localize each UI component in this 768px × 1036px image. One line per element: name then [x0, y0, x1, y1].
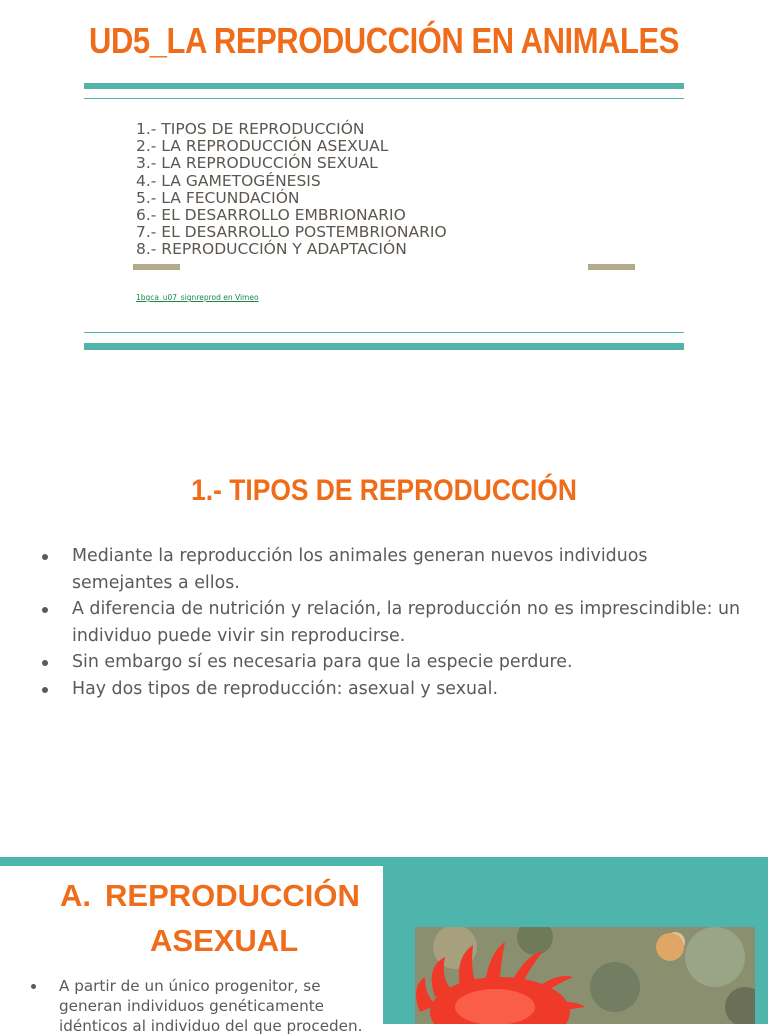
toc-item[interactable]: 2.- LA REPRODUCCIÓN ASEXUAL: [136, 137, 389, 156]
list-item: Hay dos tipos de reproducción: asexual y sexual.: [40, 676, 740, 703]
sea-anemone-illustration: [415, 927, 755, 1024]
sea-anemone-photo: [415, 927, 755, 1024]
bottom-thick-divider: [84, 343, 684, 350]
bullet-dot-icon: [42, 687, 48, 693]
list-item: A diferencia de nutrición y relación, la reproducción no es imprescindible: un individuo puede vivir sin reproducirse.: [40, 596, 740, 649]
bullet-dot-icon: [42, 607, 48, 613]
toc-item[interactable]: 3.- LA REPRODUCCIÓN SEXUAL: [136, 154, 378, 173]
toc-item[interactable]: 5.- LA FECUNDACIÓN: [136, 188, 300, 207]
tan-accent-right: [588, 264, 635, 270]
toc-item[interactable]: 8.- REPRODUCCIÓN Y ADAPTACIÓN: [136, 240, 407, 259]
slide3-title-line1: REPRODUCCIÓN: [105, 878, 360, 913]
slide3-bullet-list: [28, 976, 368, 1036]
list-item: Mediante la reproducción los animales generan nuevos individuos semejantes a ellos.: [40, 543, 740, 596]
toc-item[interactable]: 6.- EL DESARROLLO EMBRIONARIO: [136, 206, 406, 225]
vimeo-video-link[interactable]: 1bgca_u07_signreprod en Vimeo: [136, 293, 259, 302]
slide3-title-line2: ASEXUAL: [150, 923, 299, 958]
toc-item[interactable]: 4.- LA GAMETOGÉNESIS: [136, 171, 321, 190]
toc-item[interactable]: 1.- TIPOS DE REPRODUCCIÓN: [136, 120, 365, 138]
slide3-title-letter: A.: [60, 878, 91, 913]
bottom-thin-divider: [84, 332, 684, 333]
toc-item[interactable]: 7.- EL DESARROLLO POSTEMBRIONARIO: [136, 223, 447, 242]
bullet-dot-icon: [42, 554, 48, 560]
slide1-title: UD5_LA REPRODUCCIÓN EN ANIMALES: [89, 20, 679, 61]
top-thick-divider: [84, 83, 684, 89]
list-item: Sin embargo sí es necesaria para que la especie perdure.: [40, 649, 740, 676]
table-of-contents: [136, 121, 447, 259]
bullet-dot-icon: [31, 984, 36, 989]
slide2-title: 1.- TIPOS DE REPRODUCCIÓN: [191, 474, 577, 507]
list-item: A partir de un único progenitor, se generan individuos genéticamente idénticos al individuo del que proceden.: [28, 976, 368, 1036]
bullet-list: [40, 543, 740, 702]
bullet-dot-icon: [42, 660, 48, 666]
top-thin-divider: [84, 98, 684, 99]
tan-accent-left: [133, 264, 180, 270]
